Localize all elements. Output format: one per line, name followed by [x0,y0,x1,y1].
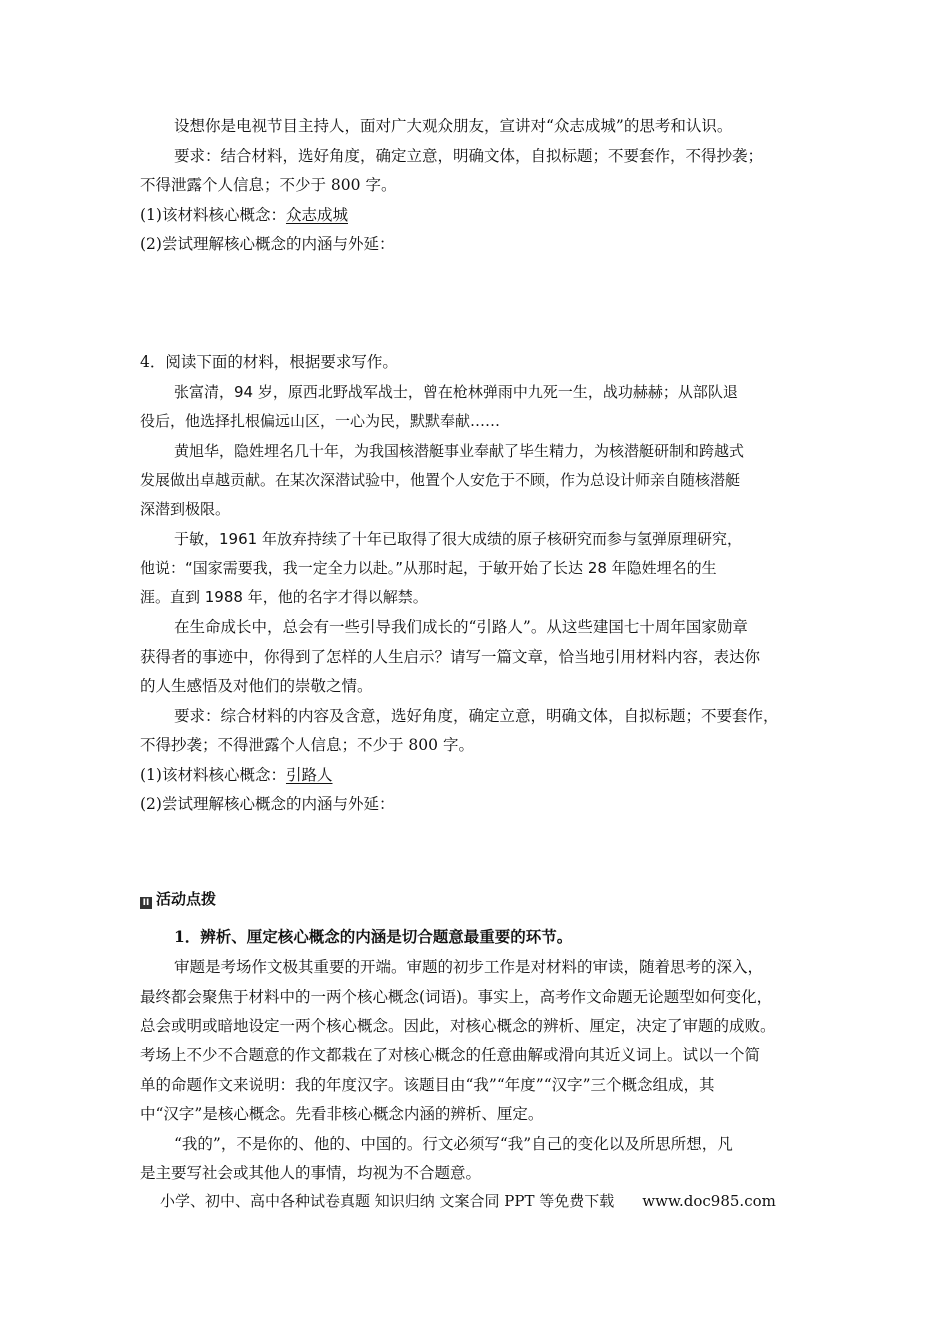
question-1-prefix: (1)该材料核心概念： [140,206,286,224]
paragraph-line: 不得抄袭；不得泄露个人信息；不少于 800 字。 [140,736,474,754]
paragraph-line: 的人生感悟及对他们的崇敬之情。 [140,677,373,695]
question-2: (2)尝试理解核心概念的内涵与外延： [140,795,395,813]
section-title: 活动点拨 [156,890,217,908]
paragraph-line: 中“汉字”是核心概念。先看非核心概念内涵的辨析、厘定。 [140,1105,544,1123]
question-1-prefix: (1)该材料核心概念： [140,766,286,784]
core-concept-answer: 引路人 [285,766,333,784]
material-line: 于敏，1961 年放弃持续了十年已取得了很大成绩的原子核研究而参与氢弹原理研究， [174,530,742,548]
paragraph-line: 总会或明或暗地设定一两个核心概念。因此，对核心概念的辨析、厘定，决定了审题的成败。 [140,1017,776,1035]
question-1 [140,765,812,785]
question-heading: 4．阅读下面的材料，根据要求写作。 [140,353,398,371]
paragraph-line: 最终都会聚焦于材料中的一两个核心概念(词语)。事实上，高考作文命题无论题型如何变化， [140,988,773,1006]
section-marker-icon: II [140,897,152,909]
material-line: 他说：“国家需要我，我一定全力以赴。”从那时起，于敏开始了长达 28 年隐姓埋名的生 [140,559,717,577]
material-line: 黄旭华，隐姓埋名几十年，为我国核潜艇事业奉献了毕生精力，为核潜艇研制和跨越式 [174,442,745,460]
paragraph-line: 单的命题作文来说明：我的年度汉字。该题目由“我”“年度”“汉字”三个概念组成，其 [140,1076,715,1094]
material-line: 发展做出卓越贡献。在某次深潜试验中，他置个人安危于不顾，作为总设计师亲自随核潜艇 [140,471,741,489]
footer-url[interactable]: www.doc985.com [642,1192,776,1210]
paragraph-line: “我的”，不是你的、他的、中国的。行文必须写“我”自己的变化以及所思所想，凡 [174,1135,733,1153]
paragraph-line: 设想你是电视节目主持人，面对广大观众朋友，宣讲对“众志成城”的思考和认识。 [174,117,733,135]
paragraph-line: 获得者的事迹中，你得到了怎样的人生启示？请写一篇文章，恰当地引用材料内容，表达你 [140,648,761,666]
material-line: 张富清，94 岁，原西北野战军战士，曾在枪林弹雨中九死一生，战功赫赫；从部队退 [174,383,738,401]
footer-text: 小学、初中、高中各种试卷真题 知识归纳 文案合同 PPT 等免费下载 [160,1192,615,1210]
paragraph-line: 审题是考场作文极其重要的开端。审题的初步工作是对材料的审读，随着思考的深入， [174,958,764,976]
paragraph-line: 要求：结合材料，选好角度，确定立意，明确文体，自拟标题；不要套作，不得抄袭； [174,147,764,165]
core-concept-answer: 众志成城 [285,206,348,224]
paragraph-line: 要求：综合材料的内容及含意，选好角度，确定立意，明确文体，自拟标题；不要套作， [174,707,779,725]
paragraph-line: 是主要写社会或其他人的事情，均视为不合题意。 [140,1164,482,1182]
material-line: 深潜到极限。 [140,500,231,518]
paragraph-line: 不得泄露个人信息；不少于 800 字。 [140,176,397,194]
material-line: 涯。直到 1988 年，他的名字才得以解禁。 [140,588,428,606]
paragraph-line: 考场上不少不合题意的作文都栽在了对核心概念的任意曲解或滑向其近义词上。试以一个简 [140,1046,761,1064]
paragraph-line: 在生命成长中，总会有一些引导我们成长的“引路人”。从这些建国七十周年国家勋章 [174,618,748,636]
question-1 [140,205,812,225]
page-footer [160,1191,776,1211]
question-2: (2)尝试理解核心概念的内涵与外延： [140,235,395,253]
section-heading [140,889,216,909]
material-line: 役后，他选择扎根偏远山区，一心为民，默默奉献…… [140,412,501,430]
point-heading: 1．辨析、厘定核心概念的内涵是切合题意最重要的环节。 [174,927,573,946]
